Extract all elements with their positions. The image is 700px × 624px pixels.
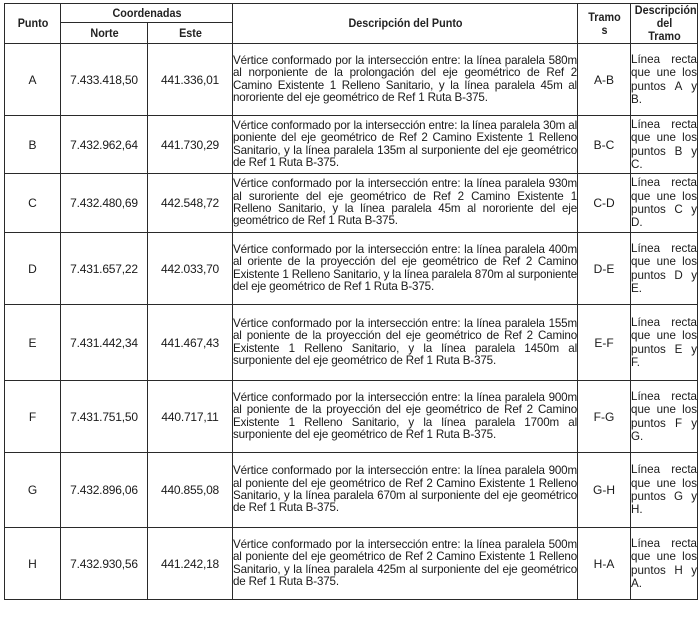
- cell-descripcion-tramo: Línea recta que une los puntos B y C.: [631, 116, 698, 174]
- cell-norte: 7.432.480,69: [61, 174, 148, 233]
- cell-norte: 7.431.657,22: [61, 233, 148, 305]
- table-row: [5, 44, 698, 116]
- header-descripcion-tramo: Descripción del Tramo: [634, 3, 697, 43]
- table-body: [5, 44, 698, 600]
- cell-punto: H: [5, 528, 61, 600]
- cell-punto: E: [5, 305, 61, 381]
- cell-descripcion-punto: Vértice conformado por la intersección entre: la línea paralela 155m al poniente de la proyección del eje geométrico de Ref 2 Camino Existente 1 Relleno Sanitario, y la línea paralela 1450m al surponiente del eje geométrico de Ref 1 Ruta B-375.: [233, 305, 578, 381]
- header-tramos: Tramo s: [580, 4, 628, 44]
- cell-tramo: C-D: [578, 174, 631, 233]
- cell-norte: 7.432.896,06: [61, 453, 148, 528]
- header-punto: Punto: [7, 4, 57, 44]
- table-row: [5, 305, 698, 381]
- cell-este: 440.855,08: [148, 453, 233, 528]
- table-row: [5, 174, 698, 233]
- cell-este: 441.467,43: [148, 305, 233, 381]
- cell-este: 442.548,72: [148, 174, 233, 233]
- cell-tramo: E-F: [578, 305, 631, 381]
- header-coordenadas: Coordenadas: [69, 4, 224, 23]
- cell-descripcion-punto: Vértice conformado por la intersección entre: la línea paralela 500m al poniente del eje geométrico de Ref 2 Camino Existente 1 Relleno Sanitario, y la línea paralela 425m al surponiente del eje geométrico de Ref 1 Ruta B-375.: [233, 528, 578, 600]
- header-descripcion-punto: Descripción del Punto: [250, 4, 561, 44]
- cell-tramo: D-E: [578, 233, 631, 305]
- cell-descripcion-tramo: Línea recta que une los puntos C y D.: [631, 174, 698, 233]
- cell-descripcion-punto: Vértice conformado por la intersección entre: la línea paralela 900m al poniente de la proyección del eje geométrico de Ref 2 Camino Existente 1 Relleno Sanitario, y la línea paralela 1700m al surponiente del eje geométrico de Ref 1 Ruta B-375.: [233, 381, 578, 453]
- cell-descripcion-punto: Vértice conformado por la intersección entre: la línea paralela 580m al norponiente de la prolongación del eje geométrico de Ref 2 Camino Existente 1 Relleno Sanitario, y la línea paralela 45m al nororiente del eje geométrico de Ref 1 Ruta B-375.: [233, 44, 578, 116]
- cell-tramo: A-B: [578, 44, 631, 116]
- cell-norte: 7.433.418,50: [61, 44, 148, 116]
- cell-descripcion-punto: Vértice conformado por la intersección entre: la línea paralela 400m al oriente de la proyección del eje geométrico de Ref 2 Camino Existente 1 Relleno Sanitario, y la línea paralela 870m al surponiente del eje geométrico de Ref 1 Ruta B-375.: [233, 233, 578, 305]
- cell-descripcion-tramo: Línea recta que une los puntos H y A.: [631, 528, 698, 600]
- cell-este: 441.730,29: [148, 116, 233, 174]
- header-este: Este: [152, 23, 229, 44]
- table-row: [5, 528, 698, 600]
- cell-norte: 7.431.442,34: [61, 305, 148, 381]
- cell-descripcion-punto: Vértice conformado por la intersección entre: la línea paralela 900m al poniente del eje geométrico de Ref 2 Camino Existente 1 Relleno Sanitario, y la línea paralela 670m al surponiente del eje geométrico de Ref 1 Ruta B-375.: [233, 453, 578, 528]
- cell-punto: C: [5, 174, 61, 233]
- cell-tramo: F-G: [578, 381, 631, 453]
- cell-punto: F: [5, 381, 61, 453]
- cell-descripcion-tramo: Línea recta que une los puntos A y B.: [631, 44, 698, 116]
- cell-punto: G: [5, 453, 61, 528]
- cell-este: 441.336,01: [148, 44, 233, 116]
- header-norte: Norte: [65, 23, 143, 44]
- cell-descripcion-tramo: Línea recta que une los puntos F y G.: [631, 381, 698, 453]
- table-row: [5, 233, 698, 305]
- cell-descripcion-punto: Vértice conformado por la intersección entre: la línea paralela 30m al poniente del eje geométrico de Ref 2 Camino Existente 1 Relleno Sanitario, y la línea paralela 135m al surponiente del eje geométrico de Ref 1 Ruta B-375.: [233, 116, 578, 174]
- cell-punto: B: [5, 116, 61, 174]
- cell-tramo: H-A: [578, 528, 631, 600]
- cell-norte: 7.432.930,56: [61, 528, 148, 600]
- cell-tramo: B-C: [578, 116, 631, 174]
- table-header: [5, 4, 698, 44]
- cell-norte: 7.432.962,64: [61, 116, 148, 174]
- cell-norte: 7.431.751,50: [61, 381, 148, 453]
- cell-descripcion-tramo: Línea recta que une los puntos D y E.: [631, 233, 698, 305]
- cell-descripcion-tramo: Línea recta que une los puntos G y H.: [631, 453, 698, 528]
- table-row: [5, 453, 698, 528]
- cell-punto: D: [5, 233, 61, 305]
- cell-este: 442.033,70: [148, 233, 233, 305]
- cell-tramo: G-H: [578, 453, 631, 528]
- cell-punto: A: [5, 44, 61, 116]
- vertices-table: [4, 3, 698, 600]
- table-row: [5, 381, 698, 453]
- cell-descripcion-tramo: Línea recta que une los puntos E y F.: [631, 305, 698, 381]
- table-row: [5, 116, 698, 174]
- cell-este: 441.242,18: [148, 528, 233, 600]
- cell-descripcion-punto: Vértice conformado por la intersección entre: la línea paralela 930m al suroriente del eje geométrico de Ref 2 Camino Existente 1 Relleno Sanitario, y la línea paralela 45m al nororiente del eje geométrico de Ref 1 Ruta B-375.: [233, 174, 578, 233]
- cell-este: 440.717,11: [148, 381, 233, 453]
